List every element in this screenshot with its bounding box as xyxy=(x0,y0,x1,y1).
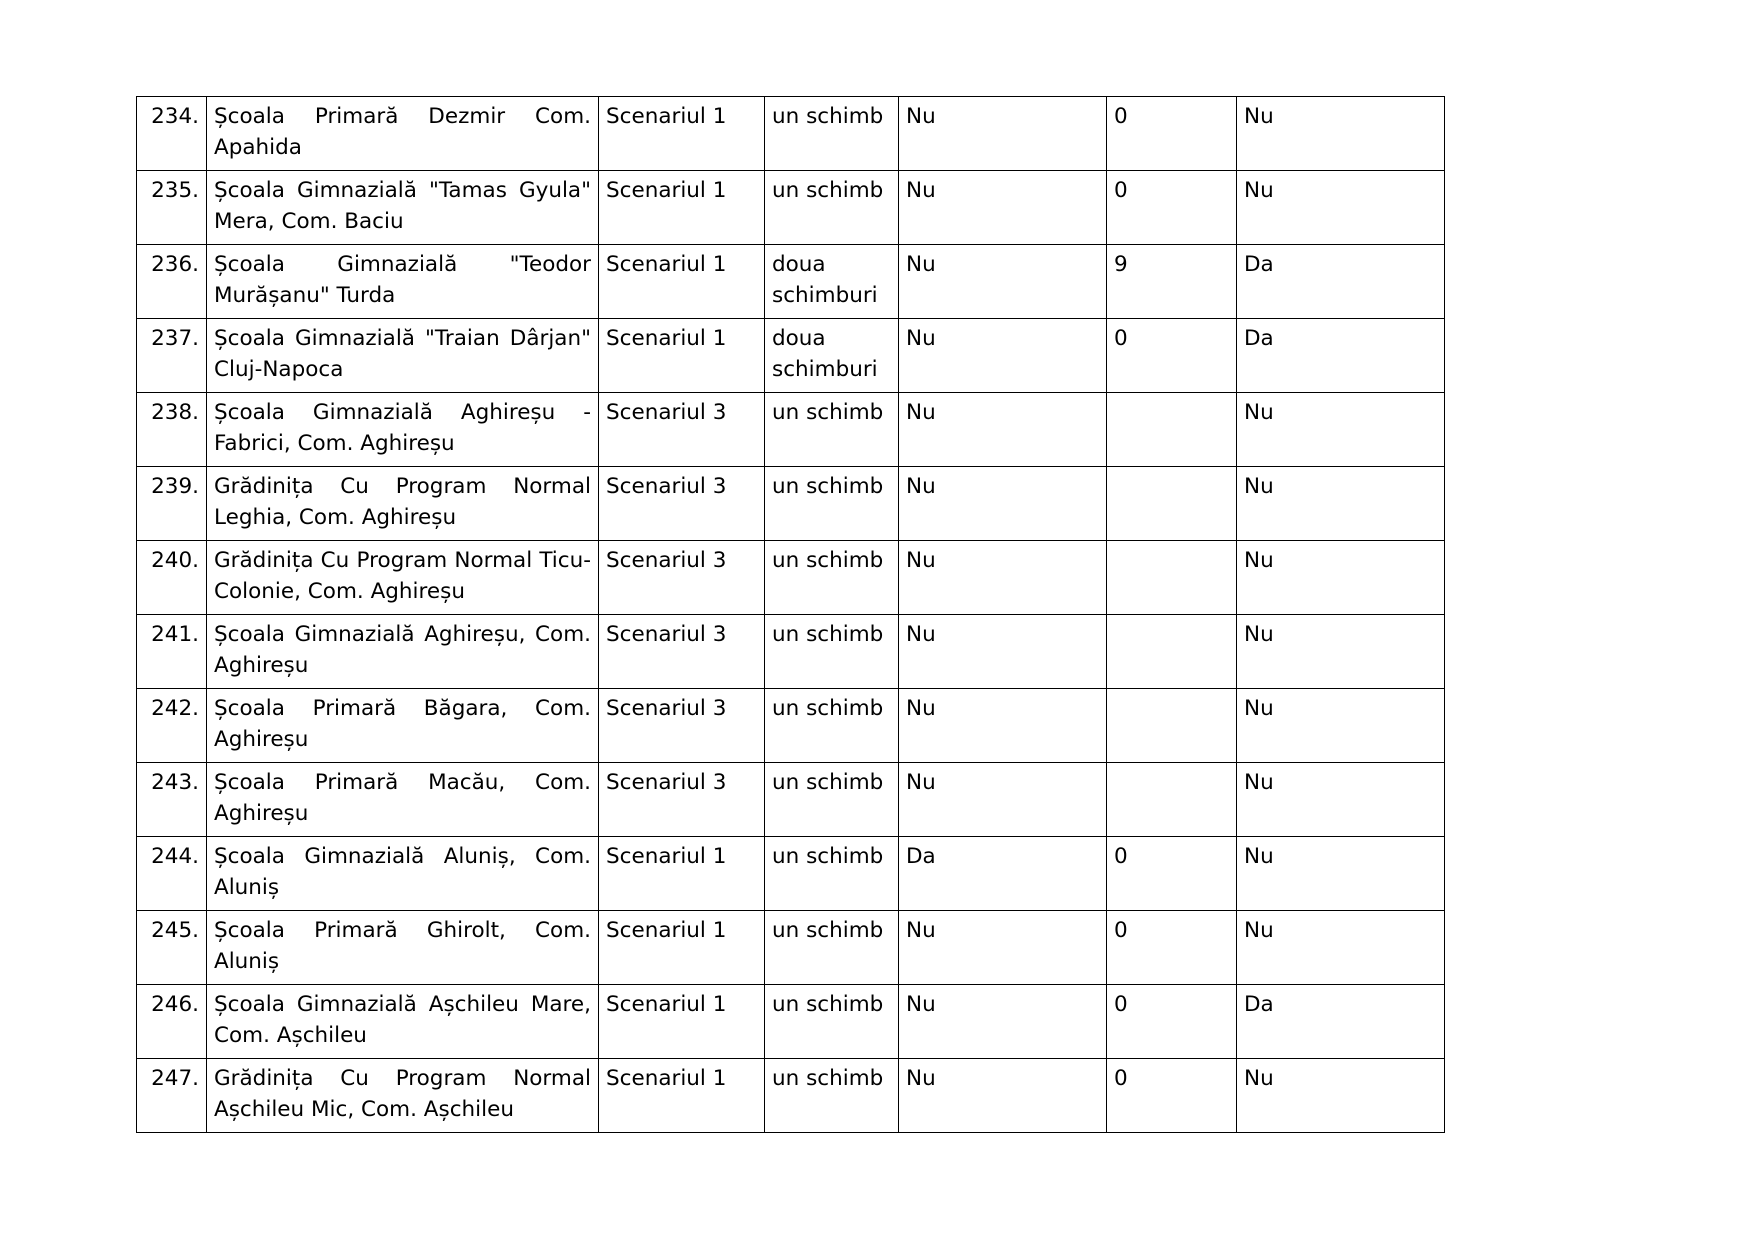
table-row xyxy=(137,615,1445,689)
row-number-cell: 245. xyxy=(137,911,207,985)
shift-mode-cell: un schimb xyxy=(765,541,899,615)
school-name-cell: Școala Primară Băgara, Com. Aghireșu xyxy=(207,689,599,763)
scenario-cell: Scenariul 3 xyxy=(599,393,765,467)
table-row xyxy=(137,467,1445,541)
count-value-cell: 9 xyxy=(1107,245,1237,319)
online-flag-cell: Nu xyxy=(899,689,1107,763)
table-row xyxy=(137,1059,1445,1133)
table-body xyxy=(137,97,1445,1133)
last-flag-cell: Da xyxy=(1237,245,1445,319)
table-row xyxy=(137,393,1445,467)
online-flag-cell: Nu xyxy=(899,245,1107,319)
scenario-cell: Scenariul 1 xyxy=(599,97,765,171)
school-table-container xyxy=(136,96,1444,1133)
scenario-cell: Scenariul 1 xyxy=(599,837,765,911)
row-number-cell: 243. xyxy=(137,763,207,837)
count-value-cell: 0 xyxy=(1107,911,1237,985)
shift-mode-cell: un schimb xyxy=(765,911,899,985)
table-row xyxy=(137,97,1445,171)
count-value-cell xyxy=(1107,467,1237,541)
row-number-cell: 247. xyxy=(137,1059,207,1133)
table-row xyxy=(137,911,1445,985)
last-flag-cell: Da xyxy=(1237,985,1445,1059)
count-value-cell: 0 xyxy=(1107,985,1237,1059)
school-listing-table xyxy=(136,96,1445,1133)
school-name-cell: Școala Gimnazială "Teodor Murășanu" Turda xyxy=(207,245,599,319)
shift-mode-cell: un schimb xyxy=(765,763,899,837)
last-flag-cell: Nu xyxy=(1237,541,1445,615)
online-flag-cell: Nu xyxy=(899,171,1107,245)
online-flag-cell: Nu xyxy=(899,763,1107,837)
table-row xyxy=(137,541,1445,615)
count-value-cell: 0 xyxy=(1107,171,1237,245)
table-row xyxy=(137,171,1445,245)
shift-mode-cell: un schimb xyxy=(765,837,899,911)
shift-mode-cell: un schimb xyxy=(765,1059,899,1133)
school-name-cell: Școala Primară Ghirolt, Com. Aluniș xyxy=(207,911,599,985)
school-name-cell: Școala Primară Macău, Com. Aghireșu xyxy=(207,763,599,837)
last-flag-cell: Nu xyxy=(1237,837,1445,911)
scenario-cell: Scenariul 1 xyxy=(599,985,765,1059)
scenario-cell: Scenariul 1 xyxy=(599,911,765,985)
last-flag-cell: Nu xyxy=(1237,97,1445,171)
last-flag-cell: Nu xyxy=(1237,393,1445,467)
school-name-cell: Școala Gimnazială Așchileu Mare, Com. Așchileu xyxy=(207,985,599,1059)
shift-mode-cell: un schimb xyxy=(765,689,899,763)
shift-mode-cell: un schimb xyxy=(765,97,899,171)
online-flag-cell: Da xyxy=(899,837,1107,911)
row-number-cell: 241. xyxy=(137,615,207,689)
scenario-cell: Scenariul 3 xyxy=(599,615,765,689)
school-name-cell: Școala Gimnazială "Traian Dârjan" Cluj-Napoca xyxy=(207,319,599,393)
row-number-cell: 234. xyxy=(137,97,207,171)
online-flag-cell: Nu xyxy=(899,97,1107,171)
shift-mode-cell: un schimb xyxy=(765,171,899,245)
table-row xyxy=(137,689,1445,763)
count-value-cell xyxy=(1107,763,1237,837)
count-value-cell xyxy=(1107,615,1237,689)
school-name-cell: Școala Gimnazială Aghireșu - Fabrici, Com. Aghireșu xyxy=(207,393,599,467)
row-number-cell: 246. xyxy=(137,985,207,1059)
school-name-cell: Grădinița Cu Program Normal Ticu-Colonie, Com. Aghireșu xyxy=(207,541,599,615)
shift-mode-cell: un schimb xyxy=(765,393,899,467)
scenario-cell: Scenariul 1 xyxy=(599,245,765,319)
school-name-cell: Școala Gimnazială "Tamas Gyula" Mera, Com. Baciu xyxy=(207,171,599,245)
table-row xyxy=(137,985,1445,1059)
table-row xyxy=(137,319,1445,393)
row-number-cell: 242. xyxy=(137,689,207,763)
shift-mode-cell: un schimb xyxy=(765,615,899,689)
last-flag-cell: Nu xyxy=(1237,1059,1445,1133)
last-flag-cell: Nu xyxy=(1237,171,1445,245)
table-row xyxy=(137,837,1445,911)
last-flag-cell: Nu xyxy=(1237,689,1445,763)
count-value-cell: 0 xyxy=(1107,319,1237,393)
shift-mode-cell: doua schimburi xyxy=(765,245,899,319)
shift-mode-cell: doua schimburi xyxy=(765,319,899,393)
row-number-cell: 236. xyxy=(137,245,207,319)
scenario-cell: Scenariul 3 xyxy=(599,763,765,837)
count-value-cell xyxy=(1107,541,1237,615)
row-number-cell: 237. xyxy=(137,319,207,393)
scenario-cell: Scenariul 3 xyxy=(599,541,765,615)
scenario-cell: Scenariul 1 xyxy=(599,319,765,393)
school-name-cell: Grădinița Cu Program Normal Leghia, Com. Aghireșu xyxy=(207,467,599,541)
count-value-cell: 0 xyxy=(1107,837,1237,911)
row-number-cell: 239. xyxy=(137,467,207,541)
school-name-cell: Școala Gimnazială Aghireșu, Com. Aghireșu xyxy=(207,615,599,689)
row-number-cell: 235. xyxy=(137,171,207,245)
online-flag-cell: Nu xyxy=(899,393,1107,467)
scenario-cell: Scenariul 3 xyxy=(599,689,765,763)
online-flag-cell: Nu xyxy=(899,467,1107,541)
online-flag-cell: Nu xyxy=(899,319,1107,393)
scenario-cell: Scenariul 1 xyxy=(599,1059,765,1133)
scenario-cell: Scenariul 3 xyxy=(599,467,765,541)
online-flag-cell: Nu xyxy=(899,615,1107,689)
online-flag-cell: Nu xyxy=(899,985,1107,1059)
shift-mode-cell: un schimb xyxy=(765,985,899,1059)
last-flag-cell: Nu xyxy=(1237,911,1445,985)
last-flag-cell: Da xyxy=(1237,319,1445,393)
last-flag-cell: Nu xyxy=(1237,467,1445,541)
count-value-cell: 0 xyxy=(1107,97,1237,171)
school-name-cell: Grădinița Cu Program Normal Așchileu Mic, Com. Așchileu xyxy=(207,1059,599,1133)
online-flag-cell: Nu xyxy=(899,1059,1107,1133)
school-name-cell: Școala Gimnazială Aluniș, Com. Aluniș xyxy=(207,837,599,911)
online-flag-cell: Nu xyxy=(899,541,1107,615)
shift-mode-cell: un schimb xyxy=(765,467,899,541)
row-number-cell: 238. xyxy=(137,393,207,467)
last-flag-cell: Nu xyxy=(1237,615,1445,689)
table-row xyxy=(137,763,1445,837)
count-value-cell xyxy=(1107,689,1237,763)
row-number-cell: 240. xyxy=(137,541,207,615)
count-value-cell: 0 xyxy=(1107,1059,1237,1133)
last-flag-cell: Nu xyxy=(1237,763,1445,837)
online-flag-cell: Nu xyxy=(899,911,1107,985)
row-number-cell: 244. xyxy=(137,837,207,911)
count-value-cell xyxy=(1107,393,1237,467)
scenario-cell: Scenariul 1 xyxy=(599,171,765,245)
school-name-cell: Școala Primară Dezmir Com. Apahida xyxy=(207,97,599,171)
table-row xyxy=(137,245,1445,319)
